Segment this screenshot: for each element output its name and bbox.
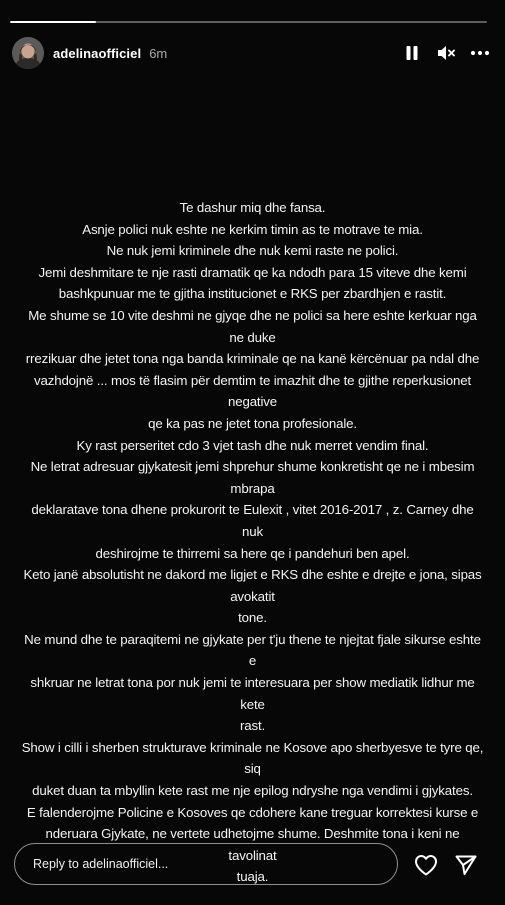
message-line: Jemi deshmitare te nje rasti dramatik qe ka ndodh para 15 viteve dhe kemi [38,264,467,280]
story-message-text [20,197,485,888]
avatar-image [12,37,44,69]
heart-icon[interactable] [413,852,439,878]
more-options-icon[interactable] [470,43,490,63]
message-line: qe ka pas ne jetet tona profesionale. [148,415,357,431]
message-line: rast. [239,718,266,734]
story-username[interactable]: adelinaofficiel [53,45,142,61]
message-line: vazhdojnë ... mos të flasim për demtim te imazhit dhe te gjithe reperkusionet negative [33,372,472,410]
message-line: nderuara Gjykate, ne vertete udhetojme shume. Deshmite tona i keni ne tavolinat [45,826,460,863]
message-line: Ky rast perseritet cdo 3 vjet tash dhe nuk merret vendim final. [76,437,429,453]
message-line: bashkpunuar me te gjitha institucionet e RKS per zbardhjen e rastit. [58,286,447,302]
reply-bar [0,843,505,885]
send-icon[interactable] [453,852,479,878]
reply-input[interactable] [14,843,398,885]
profile-avatar[interactable] [12,37,44,69]
message-line: Te dashur miq dhe fansa. [179,200,326,215]
message-line: Ne nuk jemi kriminele dhe nuk kemi raste ne polici. [106,243,399,259]
message-line: tone. [238,610,267,626]
message-line: Me shume se 10 vite deshmi ne gjyqe dhe ne polici sa here eshte kerkuar nga ne duke [28,307,477,345]
message-line: Ne mund dhe te paraqitemi ne gjykate per t'ju thene te njejtat fjale sikurse eshte e [24,631,481,669]
message-line: Ne letrat adresuar gjykatesit jemi shprehur shume konkretisht qe ne i mbesim mbrapa [30,459,475,496]
message-line: deshirojme te thirremi sa here qe i pandehuri ben apel. [95,545,410,561]
message-line: tuaja. [236,869,269,885]
message-line: rrezikuar dhe jetet tona nga banda kriminale qe na kanë kërcënuar pa ndal dhe [25,351,480,367]
message-line: E falenderojme Policine e Kosoves qe cdohere kane treguar korrektesi kurse e [26,804,479,820]
message-line: shkruar ne letrat tona por nuk jemi te interesuara per show mediatik lidhur me kete [30,675,475,712]
story-timestamp: 6m [149,45,168,61]
message-line: duket duan ta mbyllin kete rast me nje epilog ndryshe nga vendimi i gjykates. [32,783,473,799]
message-line: Show i cilli i sherben strukturave kriminale ne Kosove apo sherbyesve te tyre qe, siq [21,739,484,777]
mute-icon[interactable] [436,43,456,63]
story-progress-fill [10,21,96,23]
message-line: deklaratave tona dhene prokurorit te Eulexit , vitet 2016-2017 , z. Carney dhe nuk [31,502,474,539]
message-line: Asnje polici nuk eshte ne kerkim timin as te motrave te mia. [82,221,423,237]
story-controls [402,43,492,63]
story-header [12,35,492,71]
story-progress-bar [10,21,487,23]
message-line: Keto janë absolutisht ne dakord me ligjet e RKS dhe eshte e drejte e jona, sipas avokatit [23,567,482,604]
pause-icon[interactable] [402,43,422,63]
